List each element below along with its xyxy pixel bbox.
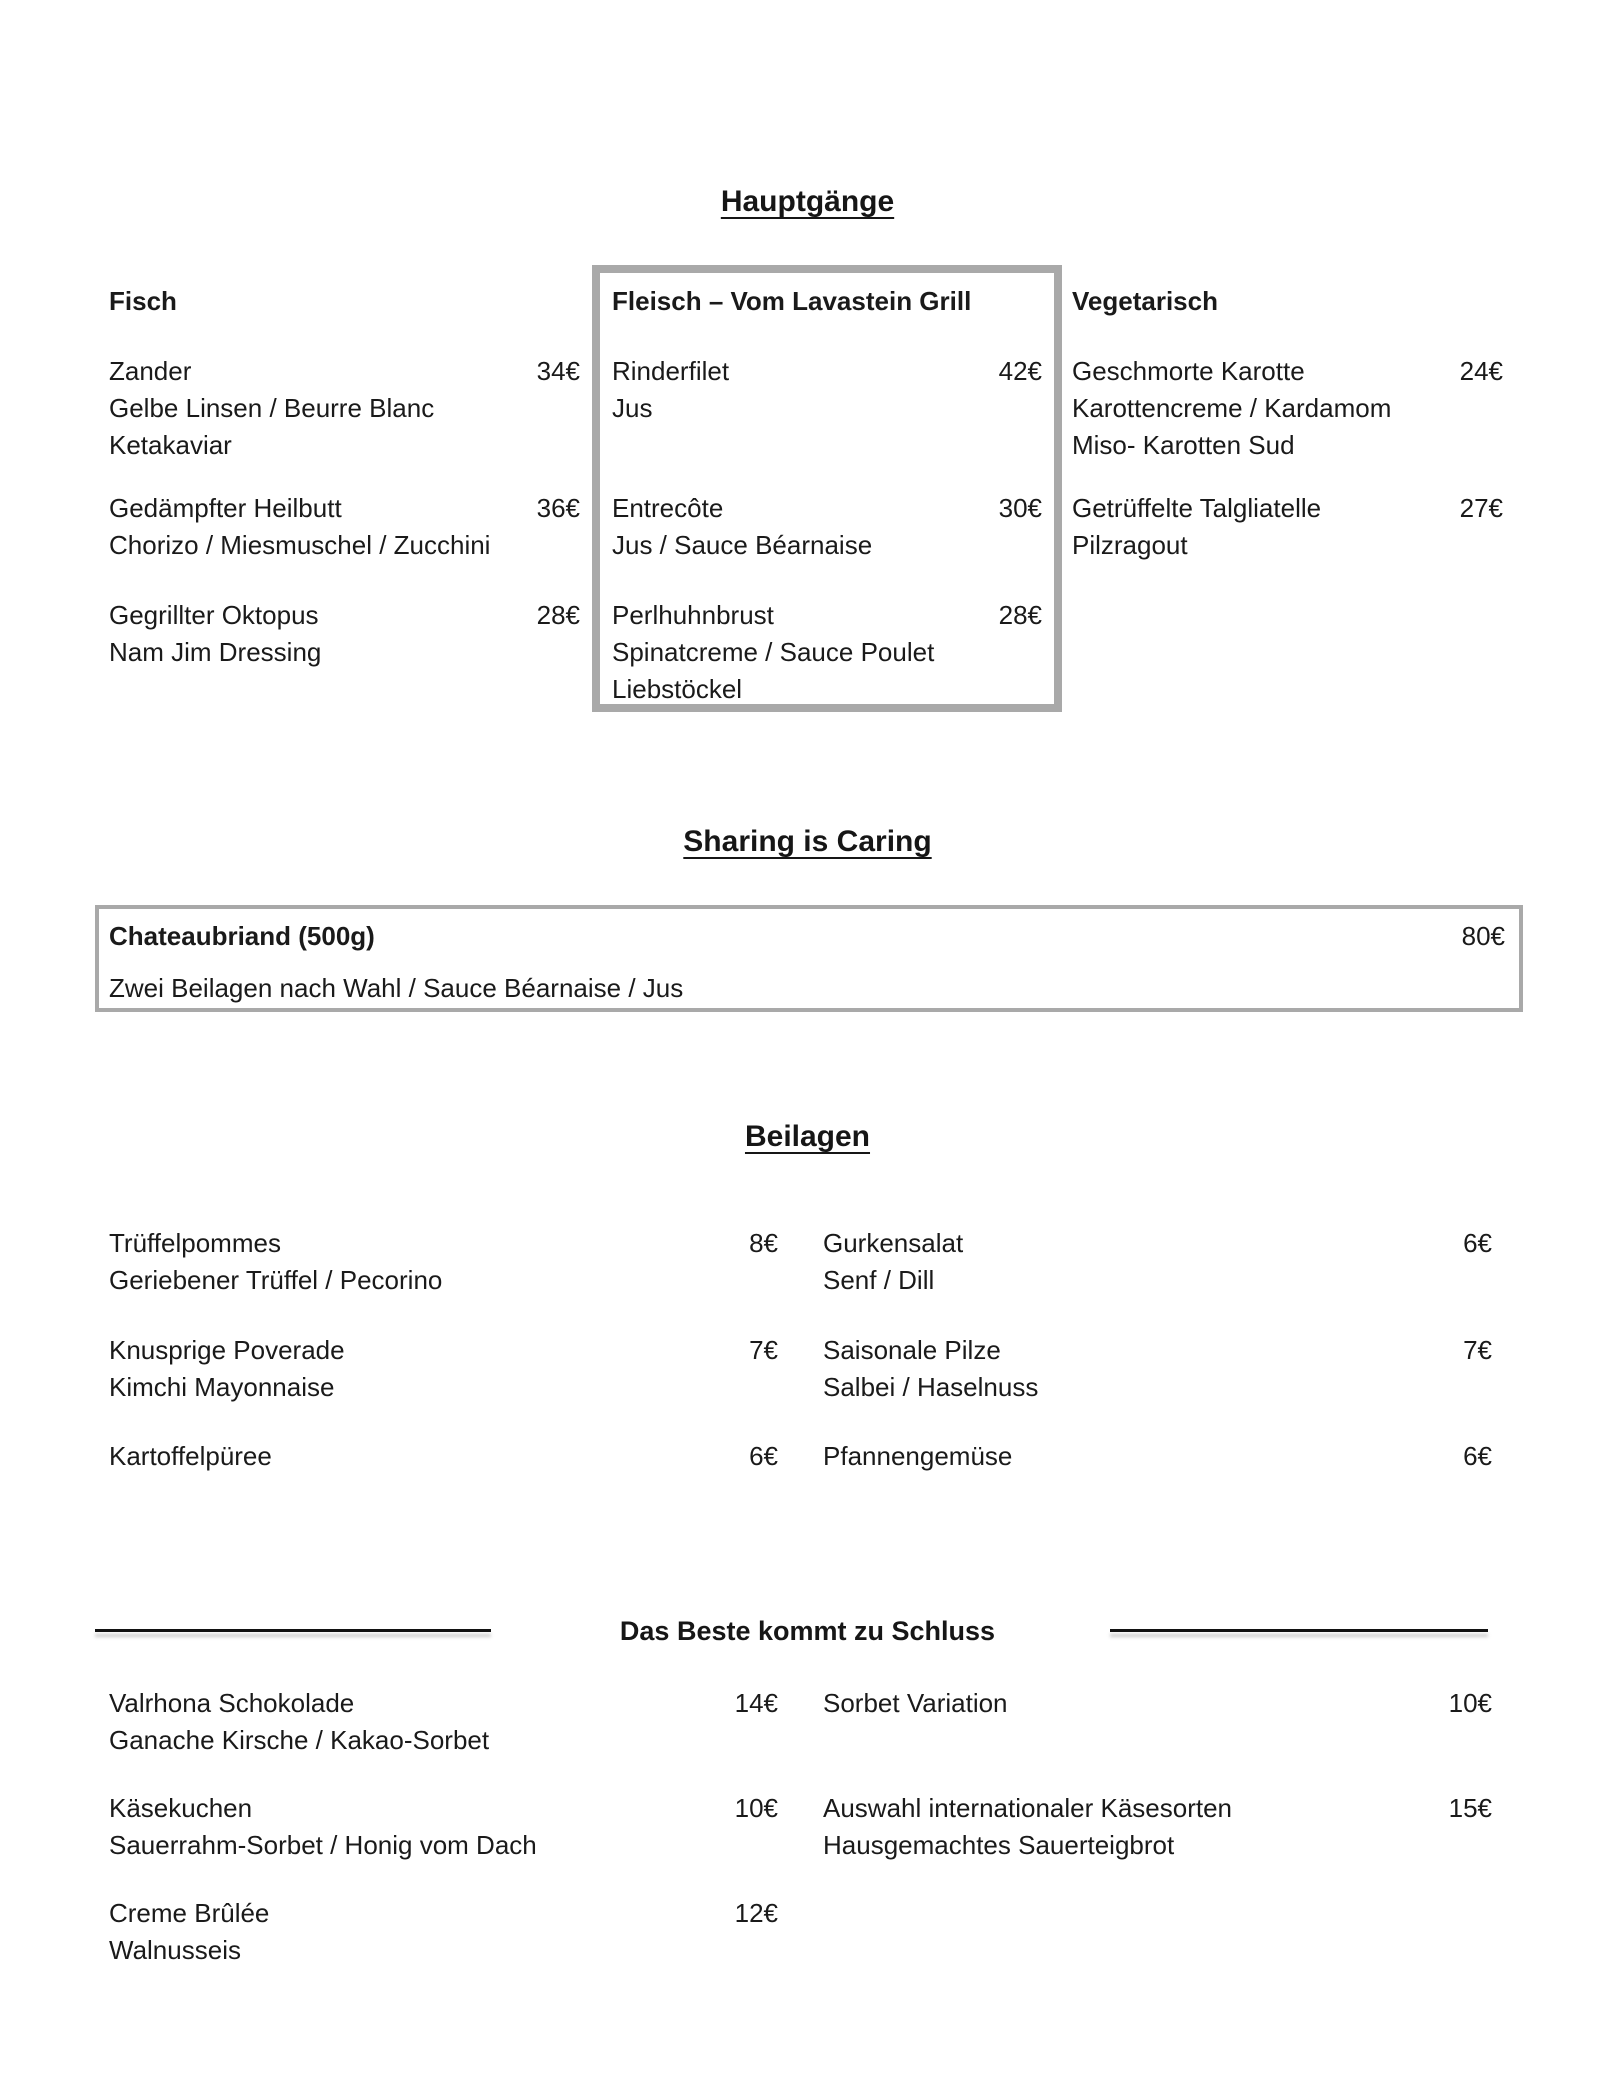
menu-item-rinderfilet bbox=[612, 353, 1042, 427]
item-name: Geschmorte Karotte bbox=[1072, 356, 1305, 386]
item-name: Valrhona Schokolade bbox=[109, 1688, 355, 1718]
item-name: Auswahl internationaler Käsesorten bbox=[823, 1793, 1233, 1823]
item-description: Jus / Sauce Béarnaise bbox=[612, 530, 873, 560]
item-description: Hausgemachtes Sauerteigbrot bbox=[823, 1830, 1175, 1860]
item-name: Chateaubriand (500g) bbox=[109, 921, 375, 951]
item-row bbox=[1072, 490, 1503, 527]
fleisch-border-box bbox=[592, 265, 1062, 712]
item-name: Zander bbox=[109, 356, 192, 386]
item-description: Liebstöckel bbox=[612, 674, 743, 704]
item-price: 15€ bbox=[1448, 1793, 1492, 1823]
desserts-right-column bbox=[823, 1685, 1492, 1985]
menu-item-zander bbox=[109, 353, 580, 464]
decorative-line-right bbox=[1110, 1629, 1488, 1632]
item-row bbox=[109, 490, 580, 527]
item-price: 24€ bbox=[1459, 356, 1503, 386]
item-name: Saisonale Pilze bbox=[823, 1335, 1001, 1365]
item-description: Ganache Kirsche / Kakao-Sorbet bbox=[109, 1725, 490, 1755]
menu-item-valrhona bbox=[109, 1685, 778, 1759]
item-description: Sauerrahm-Sorbet / Honig vom Dach bbox=[109, 1830, 537, 1860]
menu-item-perlhuhnbrust bbox=[612, 597, 1042, 708]
item-name: Pfannengemüse bbox=[823, 1441, 1013, 1471]
section-title-beilagen-text: Beilagen bbox=[744, 1120, 871, 1153]
item-description: Geriebener Trüffel / Pecorino bbox=[109, 1265, 443, 1295]
item-name: Knusprige Poverade bbox=[109, 1335, 345, 1365]
item-description: Nam Jim Dressing bbox=[109, 637, 322, 667]
item-description: Chorizo / Miesmuschel / Zucchini bbox=[109, 530, 491, 560]
menu-item-entrecote bbox=[612, 490, 1042, 564]
item-row bbox=[823, 1685, 1492, 1722]
item-price: 12€ bbox=[734, 1898, 778, 1928]
item-row bbox=[109, 597, 580, 634]
item-description: Salbei / Haselnuss bbox=[823, 1372, 1039, 1402]
menu-item-chateaubriand bbox=[109, 918, 1505, 955]
column-header-vegetarisch: Vegetarisch bbox=[1072, 286, 1218, 316]
item-name: Entrecôte bbox=[612, 493, 724, 523]
decorative-line-left bbox=[95, 1629, 491, 1632]
item-row bbox=[109, 918, 1505, 955]
menu-item-pfannengemuese bbox=[823, 1438, 1492, 1475]
chateaubriand-description bbox=[109, 970, 1505, 1007]
menu-item-heilbutt bbox=[109, 490, 580, 564]
section-title-sharing bbox=[0, 823, 1615, 861]
item-row bbox=[109, 1895, 778, 1932]
menu-item-karotte bbox=[1072, 353, 1503, 464]
column-vegetarisch bbox=[1072, 283, 1503, 713]
item-description: Miso- Karotten Sud bbox=[1072, 430, 1295, 460]
item-row bbox=[109, 1438, 778, 1475]
item-row bbox=[823, 1790, 1492, 1827]
item-price: 80€ bbox=[1461, 921, 1505, 951]
item-price: 8€ bbox=[749, 1228, 778, 1258]
column-header-fleisch: Fleisch – Vom Lavastein Grill bbox=[612, 286, 972, 316]
item-row bbox=[109, 1225, 778, 1262]
item-row bbox=[612, 597, 1042, 634]
menu-item-kartoffelpueree bbox=[109, 1438, 778, 1475]
menu-item-poverade bbox=[109, 1332, 778, 1406]
item-description: Senf / Dill bbox=[823, 1265, 935, 1295]
item-row bbox=[823, 1225, 1492, 1262]
item-description: Spinatcreme / Sauce Poulet bbox=[612, 637, 935, 667]
item-row bbox=[612, 490, 1042, 527]
item-name: Kartoffelpüree bbox=[109, 1441, 272, 1471]
item-price: 14€ bbox=[734, 1688, 778, 1718]
desserts-left-column bbox=[109, 1685, 778, 1985]
menu-item-trueffelpommes bbox=[109, 1225, 778, 1299]
column-fisch bbox=[109, 283, 580, 713]
menu-item-gurkensalat bbox=[823, 1225, 1492, 1299]
item-price: 6€ bbox=[749, 1441, 778, 1471]
item-price: 27€ bbox=[1459, 493, 1503, 523]
item-price: 10€ bbox=[734, 1793, 778, 1823]
item-price: 28€ bbox=[536, 600, 580, 630]
menu-item-oktopus bbox=[109, 597, 580, 671]
item-row bbox=[612, 353, 1042, 390]
item-price: 7€ bbox=[749, 1335, 778, 1365]
item-row bbox=[109, 1685, 778, 1722]
item-row bbox=[1072, 353, 1503, 390]
item-name: Rinderfilet bbox=[612, 356, 730, 386]
menu-item-creme-brulee bbox=[109, 1895, 778, 1969]
menu-item-saisonale-pilze bbox=[823, 1332, 1492, 1406]
item-price: 42€ bbox=[998, 356, 1042, 386]
item-description: Pilzragout bbox=[1072, 530, 1188, 560]
item-row bbox=[109, 353, 580, 390]
item-description: Jus bbox=[612, 393, 653, 423]
item-name: Gedämpfter Heilbutt bbox=[109, 493, 342, 523]
item-price: 6€ bbox=[1463, 1441, 1492, 1471]
item-price: 30€ bbox=[998, 493, 1042, 523]
item-description: Gelbe Linsen / Beurre Blanc bbox=[109, 393, 435, 423]
item-description: Ketakaviar bbox=[109, 430, 232, 460]
item-name: Gurkensalat bbox=[823, 1228, 964, 1258]
menu-item-kaesekuchen bbox=[109, 1790, 778, 1864]
section-title-hauptgaenge-text: Hauptgänge bbox=[720, 185, 895, 218]
item-name: Trüffelpommes bbox=[109, 1228, 281, 1258]
item-description: Zwei Beilagen nach Wahl / Sauce Béarnaise / Jus bbox=[109, 973, 684, 1003]
item-price: 6€ bbox=[1463, 1228, 1492, 1258]
column-header-fisch: Fisch bbox=[109, 286, 177, 316]
item-row bbox=[109, 1332, 778, 1369]
section-title-sharing-text: Sharing is Caring bbox=[683, 825, 932, 858]
item-name: Perlhuhnbrust bbox=[612, 600, 774, 630]
section-title-desserts-text: Das Beste kommt zu Schluss bbox=[619, 1616, 996, 1646]
item-row bbox=[109, 1790, 778, 1827]
item-name: Creme Brûlée bbox=[109, 1898, 270, 1928]
item-name: Käsekuchen bbox=[109, 1793, 253, 1823]
menu-item-kaesesorten bbox=[823, 1790, 1492, 1864]
menu-item-sorbet-variation bbox=[823, 1685, 1492, 1722]
item-price: 28€ bbox=[998, 600, 1042, 630]
item-description: Kimchi Mayonnaise bbox=[109, 1372, 335, 1402]
sides-left-column bbox=[109, 1225, 778, 1505]
item-price: 34€ bbox=[536, 356, 580, 386]
item-price: 7€ bbox=[1463, 1335, 1492, 1365]
sides-right-column bbox=[823, 1225, 1492, 1505]
item-price: 10€ bbox=[1448, 1688, 1492, 1718]
item-row bbox=[823, 1332, 1492, 1369]
chateaubriand-box bbox=[95, 905, 1523, 1012]
item-name: Gegrillter Oktopus bbox=[109, 600, 319, 630]
item-description: Walnusseis bbox=[109, 1935, 241, 1965]
item-row bbox=[823, 1438, 1492, 1475]
item-price: 36€ bbox=[536, 493, 580, 523]
section-title-beilagen bbox=[0, 1118, 1615, 1156]
item-name: Getrüffelte Talgliatelle bbox=[1072, 493, 1322, 523]
section-title-hauptgaenge bbox=[0, 183, 1615, 221]
item-description: Karottencreme / Kardamom bbox=[1072, 393, 1392, 423]
menu-item-tagliatelle bbox=[1072, 490, 1503, 564]
item-name: Sorbet Variation bbox=[823, 1688, 1008, 1718]
